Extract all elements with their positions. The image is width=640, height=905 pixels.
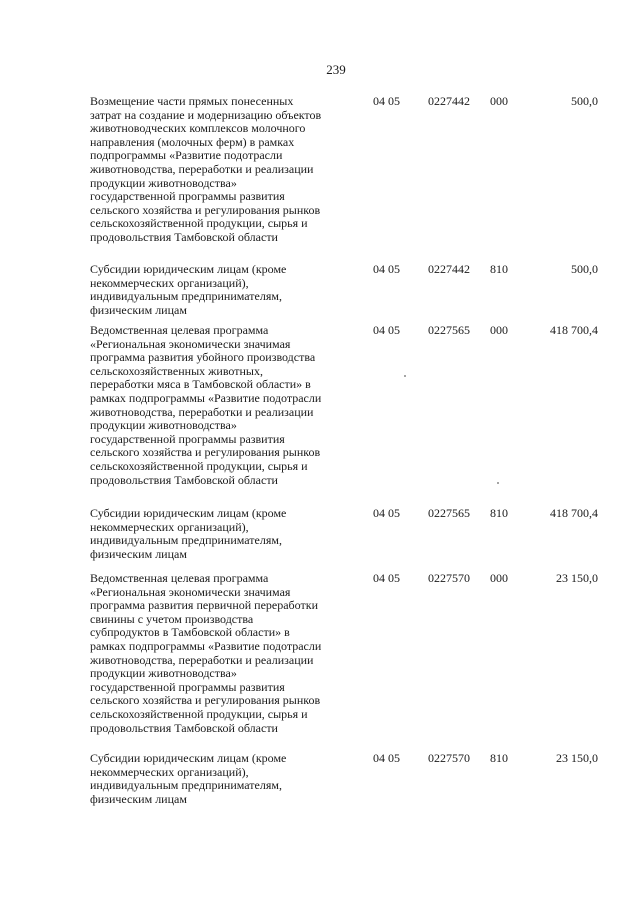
row-amount: 418 700,4 xyxy=(550,323,598,337)
row-target-article-code: 0227565 xyxy=(428,323,470,337)
row-description: Субсидии юридическим лицам (кроме некоммерческих организаций), индивидуальным предпринимателям, физическим лицам xyxy=(90,751,287,806)
row-description: Субсидии юридическим лицам (кроме некоммерческих организаций), индивидуальным предпринимателям, физическим лицам xyxy=(90,506,287,561)
row-target-article-code: 0227442 xyxy=(428,94,470,108)
row-section-code: 04 05 xyxy=(373,506,400,520)
row-target-article-code: 0227570 xyxy=(428,751,470,765)
row-amount: 500,0 xyxy=(571,94,598,108)
scan-speck xyxy=(497,482,499,484)
scan-speck xyxy=(404,375,406,377)
row-description: Ведомственная целевая программа «Региональная экономически значимая программа развития убойного производства сельскохозяйственных животных, переработки мяса в Тамбовской области» в рамках подпрограммы «Развитие подотрасли животноводства, переработки и реализации продукции животноводства» государственной программы развития сельского хозяйства и регулирования рынков сельскохозяйственной продукции, сырья и продовольствия Тамбовской области xyxy=(90,323,322,487)
row-amount: 500,0 xyxy=(571,262,598,276)
row-section-code: 04 05 xyxy=(373,262,400,276)
row-amount: 418 700,4 xyxy=(550,506,598,520)
row-expense-type-code: 000 xyxy=(490,571,508,585)
row-amount: 23 150,0 xyxy=(556,571,598,585)
row-expense-type-code: 000 xyxy=(490,94,508,108)
row-section-code: 04 05 xyxy=(373,751,400,765)
row-expense-type-code: 810 xyxy=(490,262,508,276)
row-expense-type-code: 810 xyxy=(490,506,508,520)
row-expense-type-code: 810 xyxy=(490,751,508,765)
row-section-code: 04 05 xyxy=(373,323,400,337)
row-description: Субсидии юридическим лицам (кроме некоммерческих организаций), индивидуальным предпринимателям, физическим лицам xyxy=(90,262,287,317)
row-target-article-code: 0227565 xyxy=(428,506,470,520)
row-expense-type-code: 000 xyxy=(490,323,508,337)
page-number: 239 xyxy=(326,62,346,77)
row-target-article-code: 0227442 xyxy=(428,262,470,276)
row-section-code: 04 05 xyxy=(373,571,400,585)
row-section-code: 04 05 xyxy=(373,94,400,108)
row-description: Ведомственная целевая программа «Региональная экономически значимая программа развития первичной переработки свинины с учетом производства субпродуктов в Тамбовской области» в рамках подпрограммы «Развитие подотрасли животноводства, переработки и реализации продукции животноводства» государственной программы развития сельского хозяйства и регулирования рынков сельскохозяйственной продукции, сырья и продовольствия Тамбовской области xyxy=(90,571,322,735)
row-amount: 23 150,0 xyxy=(556,751,598,765)
row-target-article-code: 0227570 xyxy=(428,571,470,585)
row-description: Возмещение части прямых понесенных затрат на создание и модернизацию объектов животноводческих комплексов молочного направления (молочных ферм) в рамках подпрограммы «Развитие подотрасли животноводства, переработки и реализации продукции животноводства» государственной программы развития сельского хозяйства и регулирования рынков сельскохозяйственной продукции, сырья и продовольствия Тамбовской области xyxy=(90,94,322,244)
